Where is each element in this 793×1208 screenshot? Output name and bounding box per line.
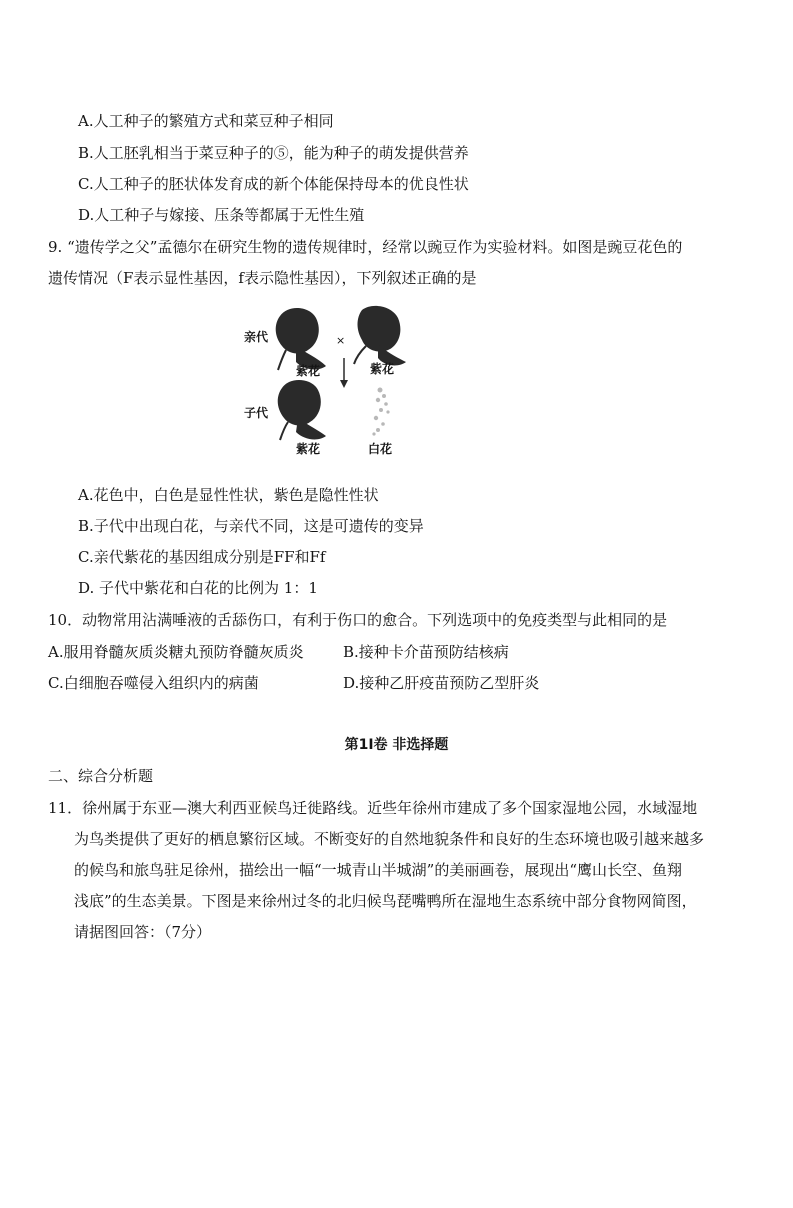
q9-stem-line2: 遗传情况（F表示显性基因，f表示隐性基因），下列叙述正确的是 xyxy=(48,269,477,287)
pea-cross-illustration xyxy=(238,300,418,460)
parent-right-flower-image xyxy=(354,306,406,366)
q8-option-c: C.人工种子的胚状体发育成的新个体能保持母本的优良性状 xyxy=(78,175,469,193)
parent-generation-label: 亲代 xyxy=(244,330,269,344)
q8-option-a: A.人工种子的繁殖方式和菜豆种子相同 xyxy=(78,112,334,130)
q11-line-4: 浅底”的生态美景。下图是来徐州过冬的北归候鸟琵嘴鸭所在湿地生态系统中部分食物网简图， xyxy=(74,892,697,910)
cross-symbol: × xyxy=(336,334,346,347)
q9-stem-line1: 9. “遗传学之父”孟德尔在研究生物的遗传规律时，经常以豌豆作为实验材料。如图是豌豆花色的 xyxy=(48,238,683,256)
down-arrow-icon xyxy=(340,358,348,388)
q10-option-b: B.接种卡介苗预防结核病 xyxy=(343,643,509,661)
q8-option-b: B.人工胚乳相当于菜豆种子的⑤，能为种子的萌发提供营养 xyxy=(78,144,469,162)
q10-option-d: D.接种乙肝疫苗预防乙型肝炎 xyxy=(343,674,540,692)
section-title: 第1I卷 非选择题 xyxy=(344,737,449,753)
q10-stem: 10．动物常用沾满唾液的舌舔伤口，有利于伤口的愈合。下列选项中的免疫类型与此相同的是 xyxy=(48,611,668,629)
q10-option-a: A.服用脊髓灰质炎糖丸预防脊髓灰质炎 xyxy=(48,643,304,661)
q8-option-d: D.人工种子与嫁接、压条等都属于无性生殖 xyxy=(78,206,365,224)
pea-cross-figure xyxy=(238,300,418,460)
q9-option-c: C.亲代紫花的基因组成分别是FF和Ff xyxy=(78,548,326,566)
parent-right-caption: 紫花 xyxy=(370,362,395,376)
offspring-left-caption: 紫花 xyxy=(296,442,321,456)
q10-option-c: C.白细胞吞噬侵入组织内的病菌 xyxy=(48,674,259,692)
offspring-right-flower-image xyxy=(372,388,389,436)
q11-line-1: 11．徐州属于东亚—澳大利西亚候鸟迁徙路线。近些年徐州市建成了多个国家湿地公园，水域湿地 xyxy=(48,799,698,817)
q9-option-a: A.花色中，白色是显性性状，紫色是隐性性状 xyxy=(78,486,379,504)
q9-option-b: B.子代中出现白花，与亲代不同，这是可遗传的变异 xyxy=(78,517,424,535)
offspring-generation-label: 子代 xyxy=(244,406,269,420)
parent-left-flower-image xyxy=(276,308,326,370)
offspring-right-caption: 白花 xyxy=(368,442,393,456)
parent-left-caption: 紫花 xyxy=(296,364,321,378)
offspring-left-flower-image xyxy=(278,380,326,440)
section-subtitle: 二、综合分析题 xyxy=(48,767,154,785)
q11-line-5: 请据图回答：（7分） xyxy=(74,923,212,941)
q11-line-2: 为鸟类提供了更好的栖息繁衍区域。不断变好的自然地貌条件和良好的生态环境也吸引越来越多 xyxy=(74,830,705,848)
q11-line-3: 的候鸟和旅鸟驻足徐州，描绘出一幅“一城青山半城湖”的美丽画卷，展现出“鹰山长空、鱼翔 xyxy=(74,861,683,879)
q9-option-d: D. 子代中紫花和白花的比例为 1：1 xyxy=(78,579,318,597)
